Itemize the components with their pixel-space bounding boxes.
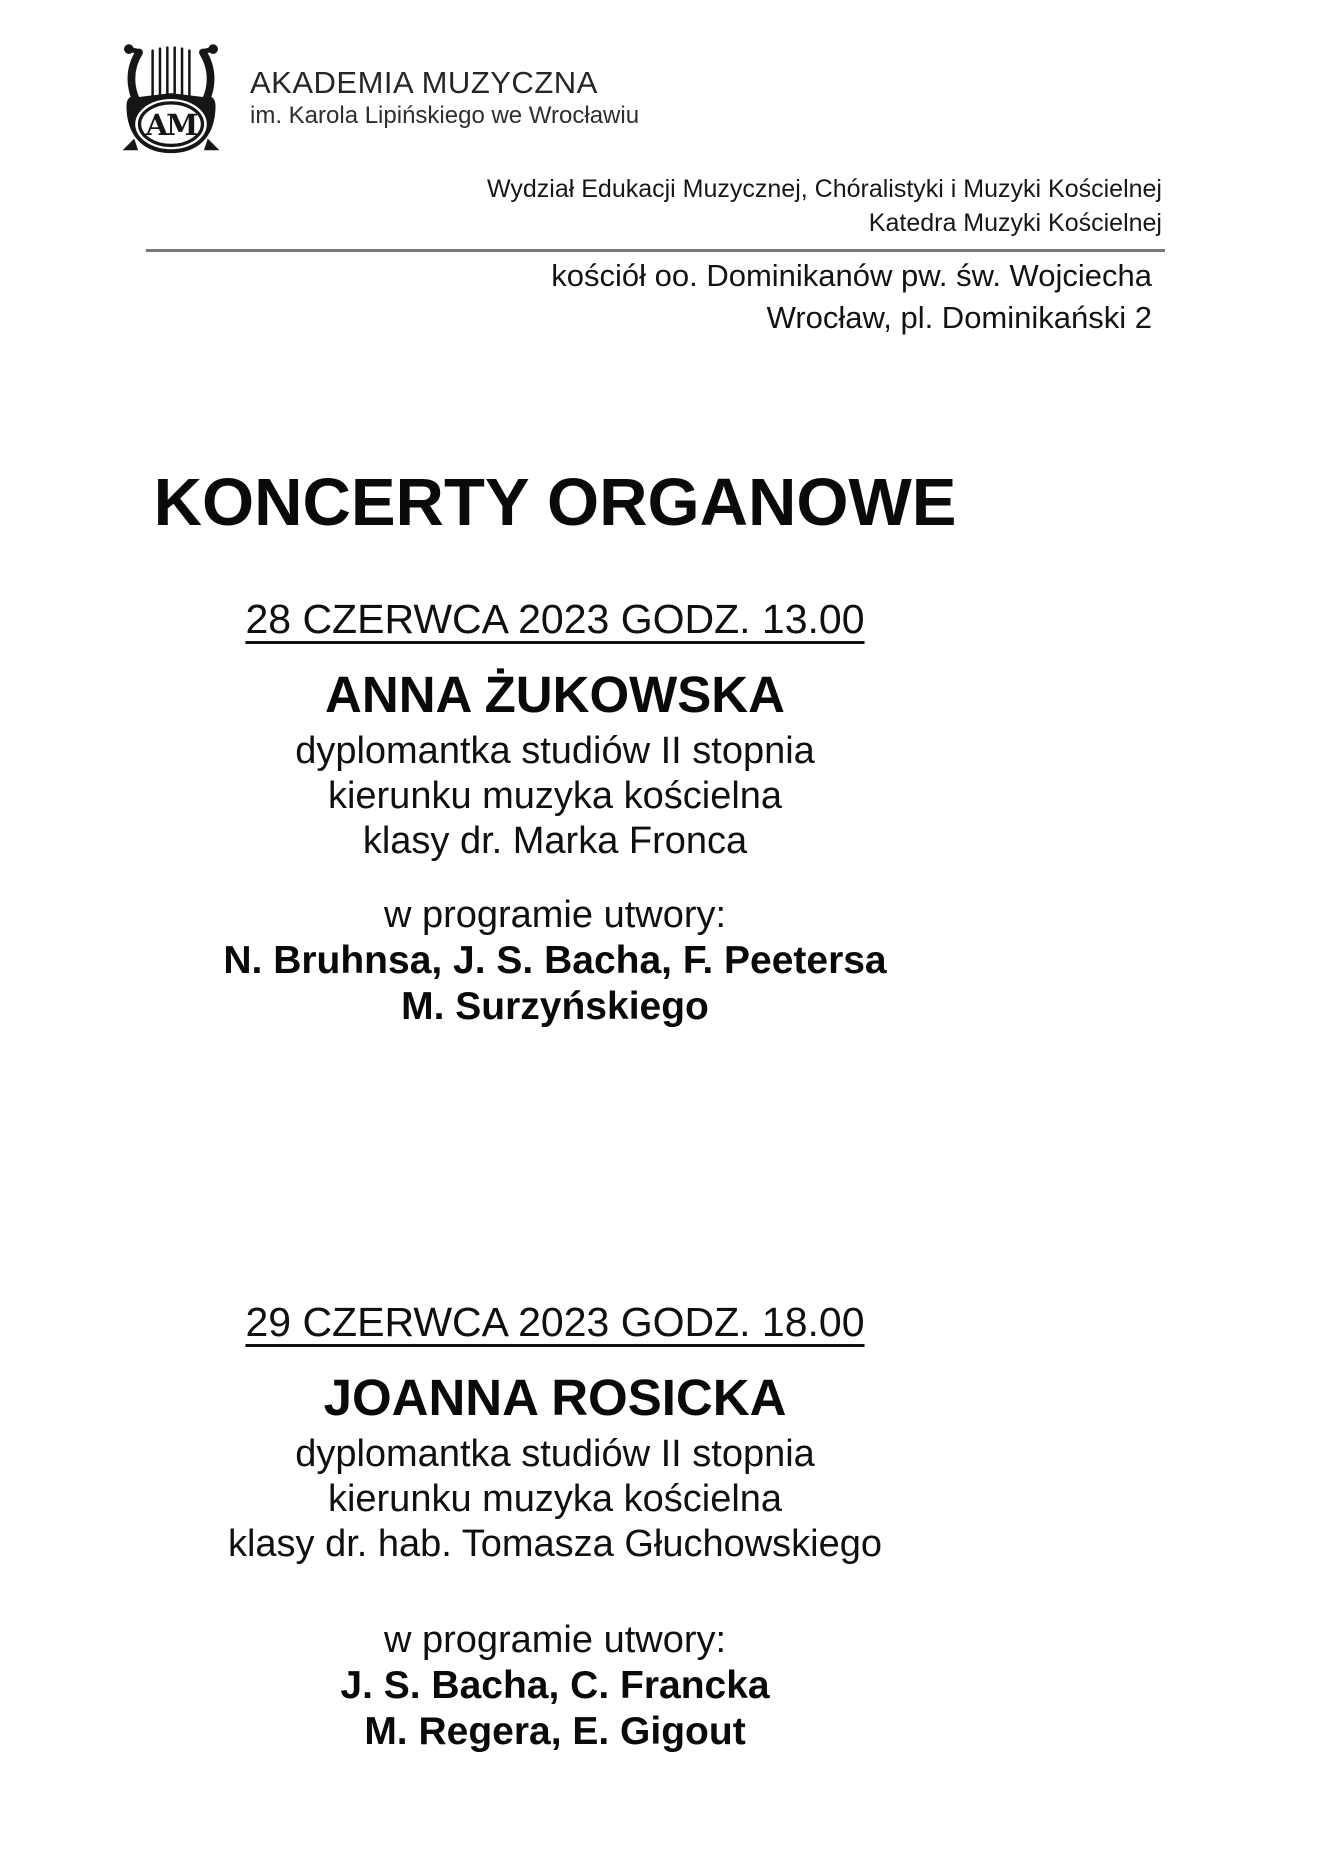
academy-logo xyxy=(112,38,1320,158)
program-label: w programie utwory: xyxy=(383,894,727,936)
program-block xyxy=(0,1617,1110,1755)
program-block xyxy=(0,892,1110,1030)
performer-description xyxy=(0,729,1110,864)
logo-text xyxy=(250,65,639,131)
venue-line-1: kościół oo. Dominikanów pw. św. Wojciecha xyxy=(551,258,1152,293)
concert-section-1 xyxy=(0,539,1110,1030)
main-column xyxy=(0,467,1110,1755)
desc-line: dyplomantka studiów II stopnia xyxy=(295,730,815,772)
department-line-1: Wydział Edukacji Muzycznej, Chóralistyki i Muzyki Kościelnej xyxy=(487,175,1162,203)
concert-date: 28 CZERWCA 2023 GODZ. 13.00 xyxy=(245,596,865,642)
program-label: w programie utwory: xyxy=(383,1619,727,1661)
performer-description xyxy=(0,1432,1110,1567)
department-line-2: Katedra Muzyki Kościelnej xyxy=(868,209,1162,237)
desc-line: klasy dr. hab. Tomasza Głuchowskiego xyxy=(227,1523,883,1565)
poster-title: KONCERTY ORGANOWE xyxy=(153,465,957,540)
desc-line: dyplomantka studiów II stopnia xyxy=(295,1433,815,1475)
desc-line: kierunku muzyka kościelna xyxy=(327,775,783,817)
org-name: AKADEMIA MUZYCZNA xyxy=(250,65,598,100)
program-composers: M. Regera, E. Gigout xyxy=(364,1710,746,1753)
desc-line: kierunku muzyka kościelna xyxy=(327,1478,783,1520)
concert-section-2 xyxy=(0,1242,1110,1755)
performer-name: JOANNA ROSICKA xyxy=(323,1369,787,1426)
department-block xyxy=(0,172,1320,240)
desc-line: klasy dr. Marka Fronca xyxy=(362,820,748,862)
program-composers: J. S. Bacha, C. Francka xyxy=(340,1664,770,1707)
section-divider xyxy=(146,249,1165,252)
venue-block xyxy=(0,255,1320,339)
venue-line-2: Wrocław, pl. Dominikański 2 xyxy=(766,300,1152,335)
org-subtitle: im. Karola Lipińskiego we Wrocławiu xyxy=(250,102,640,129)
program-composers: N. Bruhnsa, J. S. Bacha, F. Peetersa xyxy=(223,939,887,982)
lyre-icon xyxy=(112,38,230,158)
logo-monogram: AM xyxy=(145,107,197,142)
section-gap xyxy=(0,1030,1110,1242)
concert-date: 29 CZERWCA 2023 GODZ. 18.00 xyxy=(245,1299,865,1345)
program-composers: M. Surzyńskiego xyxy=(401,985,709,1028)
performer-name: ANNA ŻUKOWSKA xyxy=(325,666,785,723)
